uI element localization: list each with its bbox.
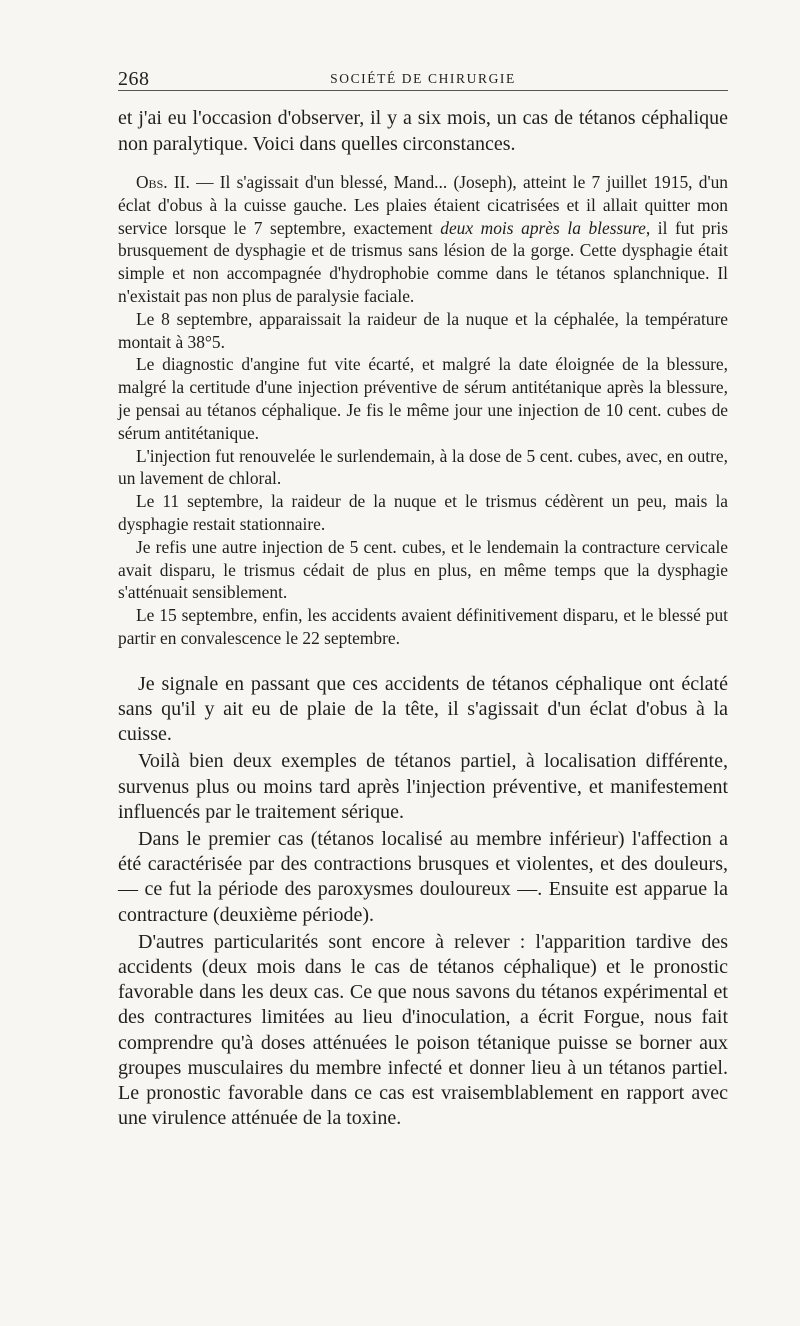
page — [118, 60, 728, 1133]
observation-paragraph-1 — [118, 171, 728, 308]
body-paragraph: Voilà bien deux exemples de tétanos partiel, à localisation différente, survenus plus ou moins tard après l'injection préventive, et manifestement influencés par le traitement sérique. — [118, 750, 728, 823]
observation-text-1b: , il fut pris brusquement de dysphagie et de trismus sans lésion de la gorge. Cette dysphagie était simple et non accompagnée d'hydrophobie comme dans le tétanos splanchnique. Il n'existait pas non plus de paralysie faciale. — [118, 217, 729, 306]
page-number: 268 — [118, 68, 150, 90]
observation-paragraph: L'injection fut renouvelée le surlendemain, à la dose de 5 cent. cubes, avec, en outre, un lavement de chloral. — [118, 445, 728, 489]
observation-paragraph: Le 11 septembre, la raideur de la nuque et le trismus cédèrent un peu, mais la dysphagie restait stationnaire. — [118, 491, 728, 534]
observation-paragraph: Le 15 septembre, enfin, les accidents avaient définitivement disparu, et le blessé put partir en convalescence le 22 septembre. — [118, 605, 728, 648]
main-text — [118, 672, 728, 1132]
body-paragraph: Je signale en passant que ces accidents de tétanos céphalique ont éclaté sans qu'il y ait eu de plaie de la tête, il s'agissait d'un éclat d'obus à la cuisse. — [118, 672, 728, 746]
observation-paragraph: Je refis une autre injection de 5 cent. cubes, et le lendemain la contracture cervicale avait disparu, le trismus cédait de plus en plus, en même temps que la dysphagie s'atténuait sensiblement. — [118, 536, 728, 603]
observation-paragraph: Le diagnostic d'angine fut vite écarté, et malgré la date éloignée de la blessure, malgré la certitude d'une injection préventive de sérum antitétanique après la blessure, je pensai au tétanos céphalique. Je fis le même jour une injection de 10 cent. cubes de sérum antitétanique. — [118, 354, 728, 443]
running-title: SOCIÉTÉ DE CHIRURGIE — [330, 71, 516, 86]
page-header — [118, 60, 728, 91]
body-paragraph: D'autres particularités sont encore à relever : l'apparition tardive des accidents (deux mois dans le cas de tétanos céphalique) et le pronostic favorable dans les deux cas. Ce que nous savons du tétanos expérimental et des contractures limitées au lieu d'inoculation, a écrit Forgue, nous fait comprendre qu'à doses atténuées le poison tétanique puisse se borner aux groupes musculaires du membre infecté et donner lieu à un tétanos partiel. Le pronostic favorable dans ce cas est vraisemblablement en rapport avec une virulence atténuée de la toxine. — [118, 930, 728, 1130]
intro-paragraph: et j'ai eu l'occasion d'observer, il y a six mois, un cas de tétanos céphalique non paralytique. Voici dans quelles circonstances. — [118, 107, 728, 155]
observation-italic: deux mois après la blessure — [440, 217, 646, 238]
observation-paragraph: Le 8 septembre, apparaissait la raideur de la nuque et la céphalée, la température montait à 38°5. — [118, 308, 728, 352]
observation-text-1a: — Il s'agissait d'un blessé, Mand... (Joseph), atteint le 7 juillet 1915, d'un éclat d'obus à la cuisse gauche. Les plaies étaient cicatrisées et il allait quitter mon service lorsque le 7 septembre, exactement — [118, 172, 728, 238]
body-paragraph: Dans le premier cas (tétanos localisé au membre inférieur) l'affection a été caractérisée par des contractions brusques et violentes, et des douleurs, — ce fut la période des paroxysmes douloureux —. Ensuite est apparue la contracture (deuxième période). — [118, 827, 728, 926]
observation-label: Obs. II. — [136, 172, 190, 192]
observation-block — [118, 171, 728, 650]
